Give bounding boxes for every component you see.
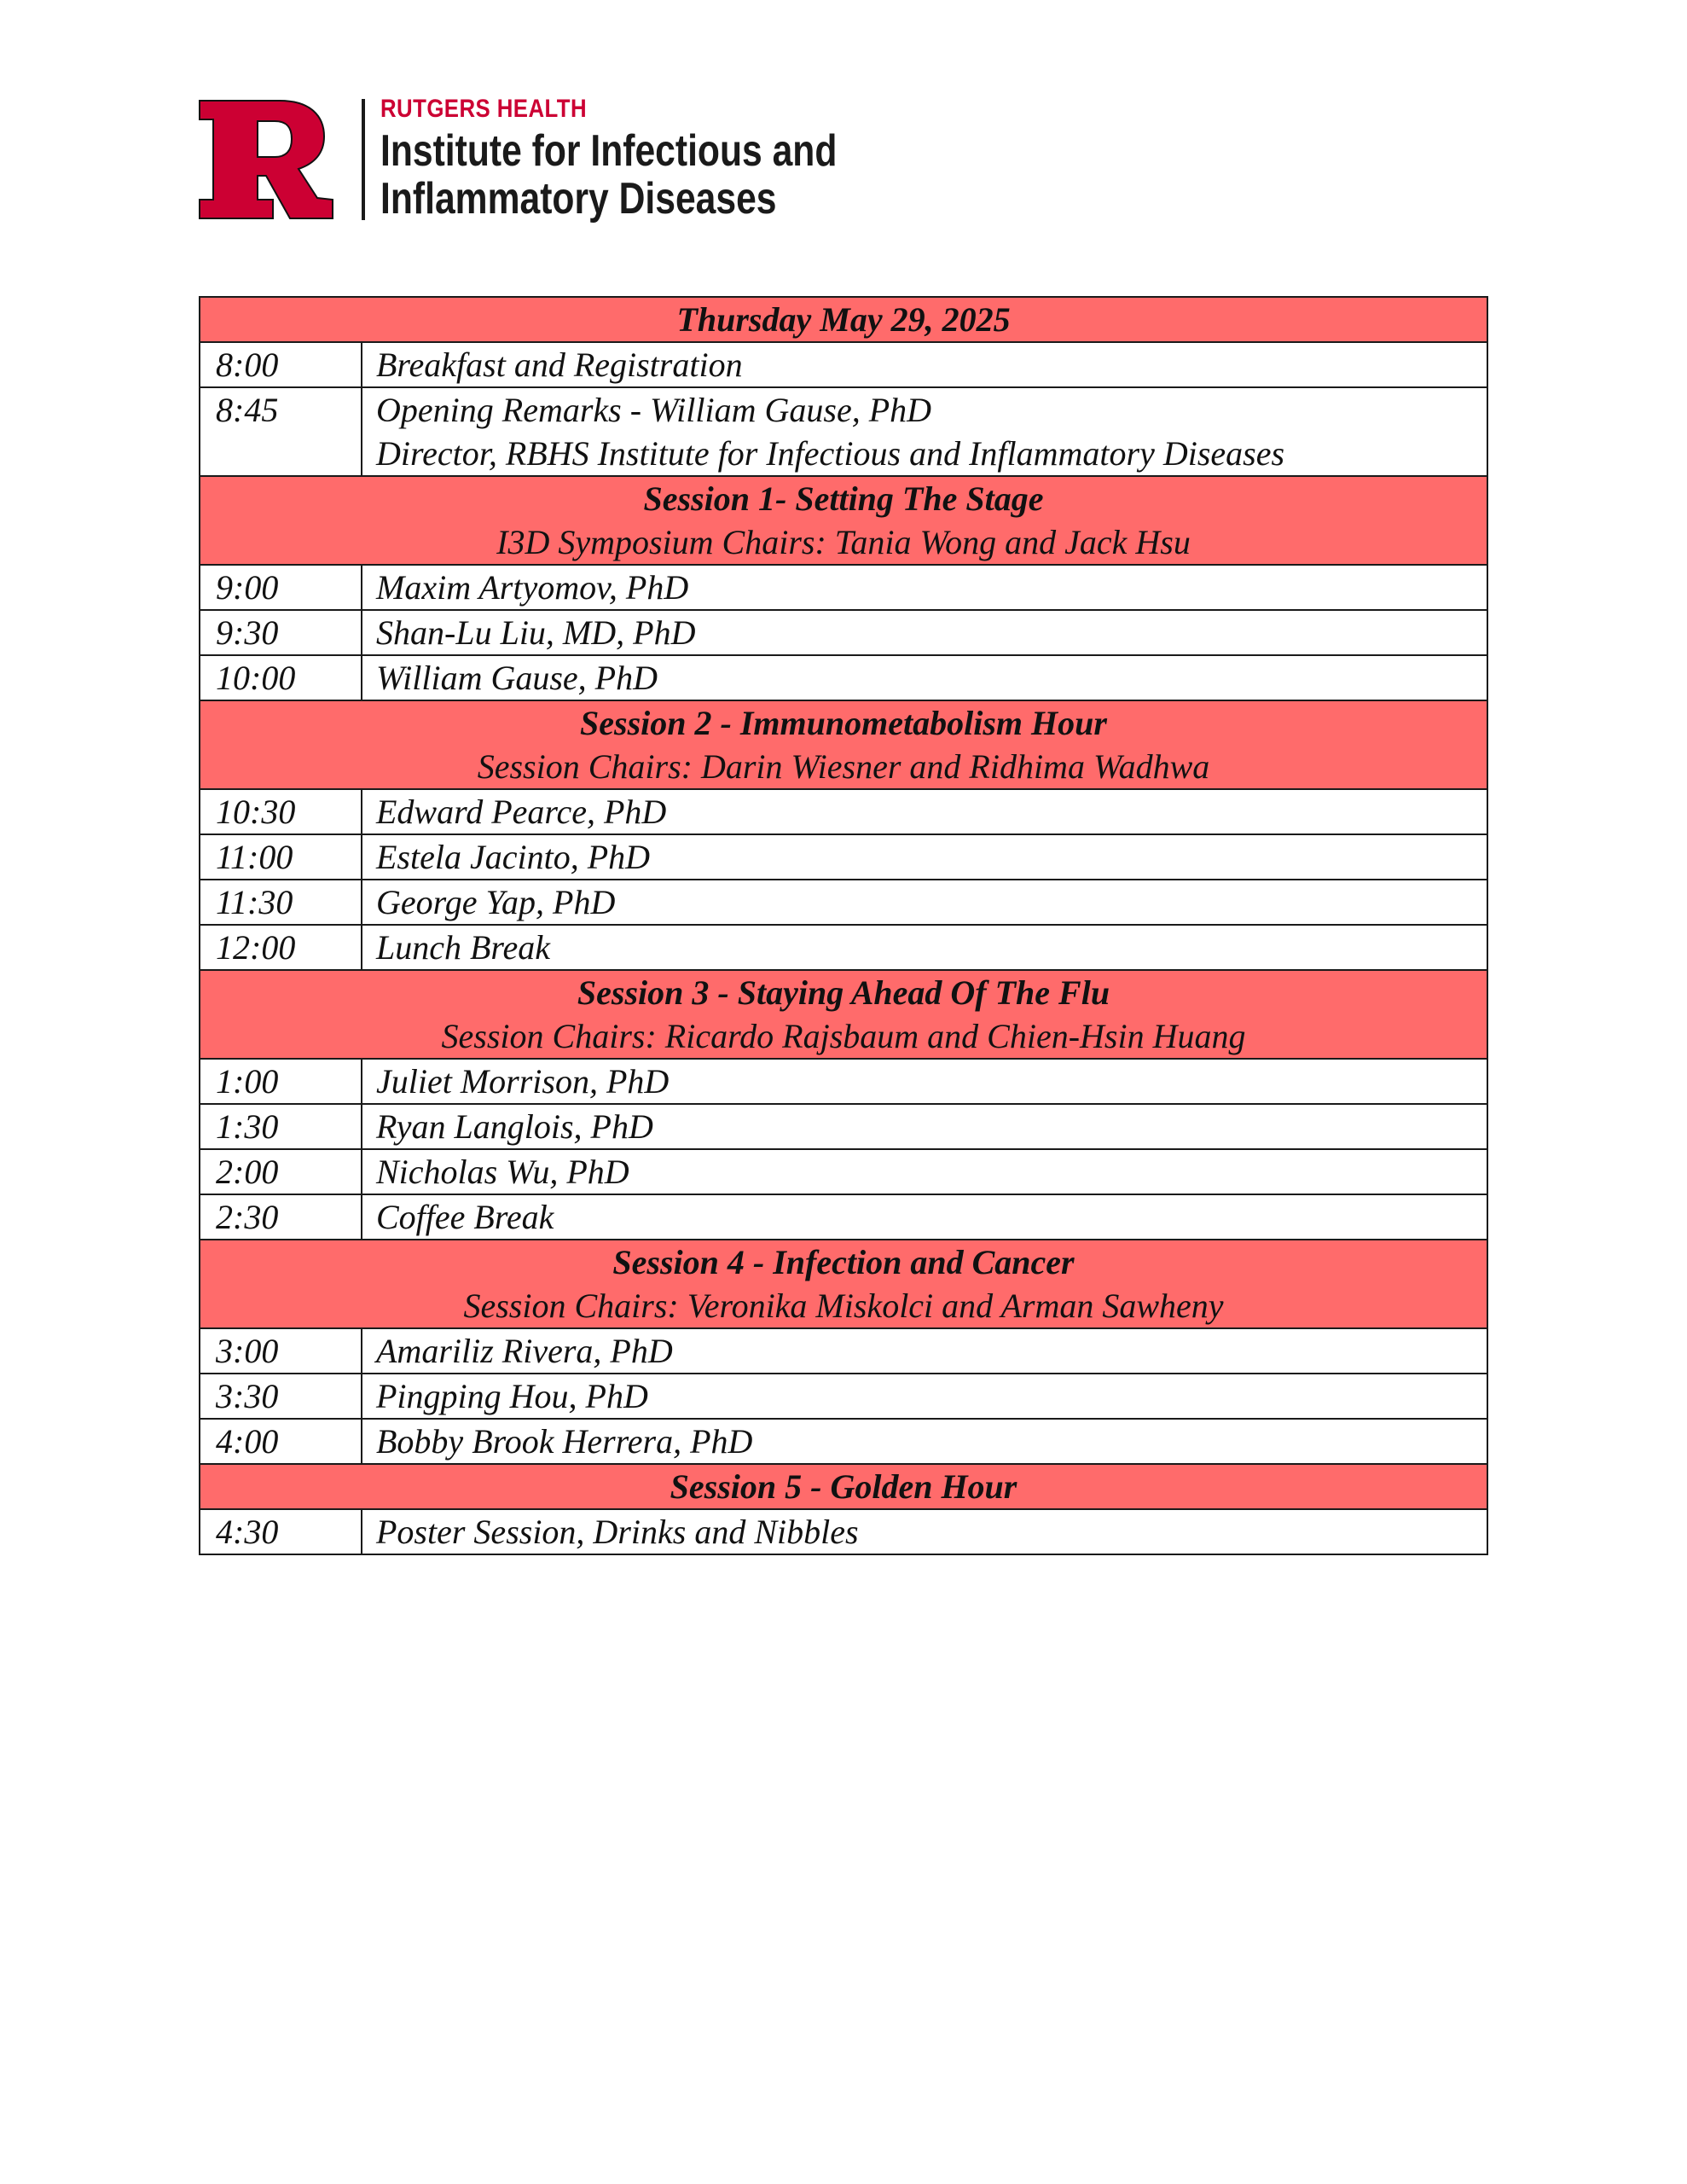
logo-divider [362, 99, 365, 220]
session-header-row [200, 700, 1487, 789]
session-title: Session 5 - Golden Hour [670, 1467, 1017, 1506]
event-cell: Bobby Brook Herrera, PhD [362, 1419, 1487, 1464]
session-title: Session 2 - Immunometabolism Hour [580, 704, 1107, 742]
event-cell: Maxim Artyomov, PhD [362, 565, 1487, 610]
event-cell: Poster Session, Drinks and Nibbles [362, 1509, 1487, 1554]
session-title: Session 3 - Staying Ahead Of The Flu [577, 973, 1110, 1012]
institute-header [198, 96, 937, 224]
session-header-row [200, 1240, 1487, 1328]
session-header-cell [200, 700, 1487, 789]
event-cell: Juliet Morrison, PhD [362, 1059, 1487, 1104]
event-cell: Shan-Lu Liu, MD, PhD [362, 610, 1487, 655]
time-cell: 9:30 [200, 610, 362, 655]
table-row [200, 1104, 1487, 1149]
event-text: Breakfast and Registration [376, 346, 743, 384]
table-row [200, 1419, 1487, 1464]
event-cell: Coffee Break [362, 1194, 1487, 1240]
table-row [200, 1374, 1487, 1419]
table-row [200, 1149, 1487, 1194]
table-row [200, 565, 1487, 610]
institute-name-line1: Institute for Infectious and [380, 126, 838, 176]
day-heading-cell [200, 297, 1487, 342]
institute-name-line2: Inflammatory Diseases [380, 174, 777, 224]
time-cell: 11:30 [200, 880, 362, 925]
session-title: Session 4 - Infection and Cancer [612, 1243, 1075, 1281]
day-heading-row [200, 297, 1487, 342]
event-cell [362, 387, 1487, 476]
time-cell: 1:00 [200, 1059, 362, 1104]
event-cell: William Gause, PhD [362, 655, 1487, 700]
table-row [200, 880, 1487, 925]
brand-name: RUTGERS HEALTH [380, 95, 588, 123]
event-cell [362, 342, 1487, 387]
time-cell: 3:30 [200, 1374, 362, 1419]
session-header-row [200, 970, 1487, 1059]
event-cell: Ryan Langlois, PhD [362, 1104, 1487, 1149]
table-row [200, 387, 1487, 476]
rutgers-r-logo-icon [198, 99, 334, 220]
time-cell: 4:30 [200, 1509, 362, 1554]
table-row [200, 1059, 1487, 1104]
event-cell: George Yap, PhD [362, 880, 1487, 925]
event-subtext: Director, RBHS Institute for Infectious and Inflammatory Diseases [376, 434, 1285, 473]
table-row [200, 925, 1487, 970]
session-header-row [200, 476, 1487, 565]
session-header-row [200, 1464, 1487, 1509]
event-text: Opening Remarks - William Gause, PhD [376, 391, 932, 429]
event-cell: Pingping Hou, PhD [362, 1374, 1487, 1419]
time-cell: 8:45 [200, 387, 362, 476]
session-header-cell [200, 1464, 1487, 1509]
session-title: Session 1- Setting The Stage [643, 479, 1044, 518]
table-row [200, 834, 1487, 880]
time-cell: 10:00 [200, 655, 362, 700]
table-row [200, 1194, 1487, 1240]
table-row [200, 789, 1487, 834]
logo-wordmark [380, 96, 937, 223]
table-row [200, 1509, 1487, 1554]
time-cell: 4:00 [200, 1419, 362, 1464]
time-cell: 8:00 [200, 342, 362, 387]
table-row [200, 342, 1487, 387]
session-chairs: I3D Symposium Chairs: Tania Wong and Jack Hsu [496, 523, 1191, 561]
event-cell: Nicholas Wu, PhD [362, 1149, 1487, 1194]
session-chairs: Session Chairs: Ricardo Rajsbaum and Chien-Hsin Huang [441, 1017, 1246, 1055]
time-cell: 10:30 [200, 789, 362, 834]
time-cell: 2:00 [200, 1149, 362, 1194]
time-cell: 3:00 [200, 1328, 362, 1374]
event-cell: Edward Pearce, PhD [362, 789, 1487, 834]
event-cell: Amariliz Rivera, PhD [362, 1328, 1487, 1374]
symposium-schedule-table [199, 296, 1488, 1555]
session-header-cell [200, 970, 1487, 1059]
session-chairs: Session Chairs: Darin Wiesner and Ridhima Wadhwa [477, 747, 1210, 786]
time-cell: 9:00 [200, 565, 362, 610]
event-cell: Estela Jacinto, PhD [362, 834, 1487, 880]
time-cell: 1:30 [200, 1104, 362, 1149]
table-row [200, 655, 1487, 700]
table-row [200, 1328, 1487, 1374]
time-cell: 2:30 [200, 1194, 362, 1240]
time-cell: 12:00 [200, 925, 362, 970]
session-chairs: Session Chairs: Veronika Miskolci and Arman Sawheny [463, 1287, 1224, 1325]
session-header-cell [200, 1240, 1487, 1328]
rutgers-r-shape [200, 101, 333, 218]
table-row [200, 610, 1487, 655]
day-heading: Thursday May 29, 2025 [676, 300, 1011, 339]
session-header-cell [200, 476, 1487, 565]
time-cell: 11:00 [200, 834, 362, 880]
event-cell: Lunch Break [362, 925, 1487, 970]
